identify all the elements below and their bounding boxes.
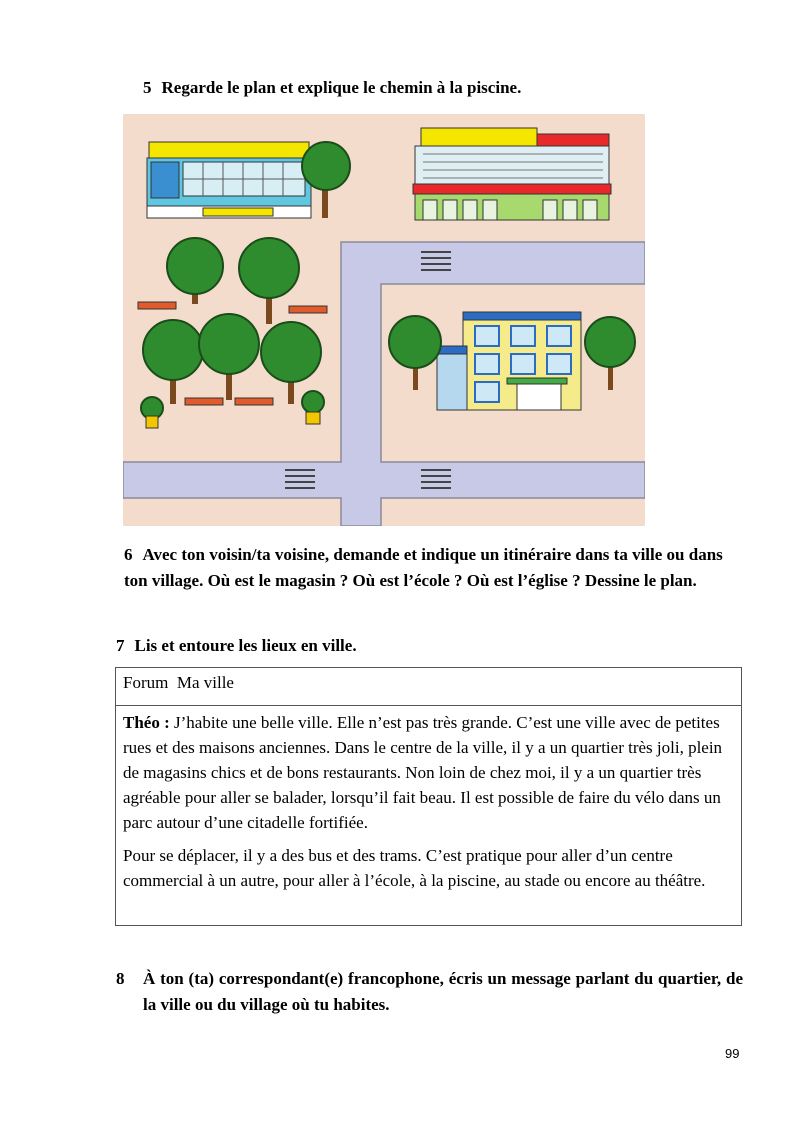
forum-paragraph-2: Pour se déplacer, il y a des bus et des trams. C’est pratique pour aller d’un centre commercial à un autre, pour aller à l’école, à la piscine, au stade ou encore au théâtre.: [123, 846, 706, 890]
forum-box: [115, 667, 742, 926]
forum-body: [116, 706, 741, 905]
exercise-7-number: 7: [116, 636, 125, 655]
exercise-6-text: Avec ton voisin/ta voisine, demande et indique un itinéraire dans ta ville ou dans ton village. Où est le magasin ? Où est l’école ? Où est l’église ? Dessine le plan.: [124, 545, 723, 590]
exercise-8-text: À ton (ta) correspondant(e) francophone, écris un message parlant du quartier, de la ville ou du village où tu habites.: [143, 969, 743, 1014]
exercise-8-number: 8: [116, 969, 125, 988]
shop-building: [413, 128, 611, 220]
exercise-6: [124, 542, 724, 594]
exercise-5: [143, 75, 521, 101]
forum-header: Forum Ma ville: [116, 668, 741, 706]
forum-author: Théo :: [123, 713, 170, 732]
forum-paragraph-1: [123, 710, 734, 835]
swimming-pool-building: [147, 142, 311, 218]
exercise-7-text: Lis et entoure les lieux en ville.: [134, 636, 357, 655]
exercise-7: [116, 633, 357, 659]
town-map-illustration: [123, 114, 645, 526]
exercise-6-number: 6: [124, 545, 133, 564]
exercise-5-text: Regarde le plan et explique le chemin à la piscine.: [161, 78, 522, 97]
exercise-5-number: 5: [143, 78, 152, 97]
forum-paragraph-1-text: J’habite une belle ville. Elle n’est pas très grande. C’est une ville avec de petites rues et des maisons anciennes. Dans le centre de la ville, il y a un quartier très joli, plein de magasins chics et de bons restaurants. Non loin de chez moi, il y a un quartier très agréable pour aller se balader, lorsqu’il fait beau. Il est possible de faire du vélo dans un parc autour d’une citadelle fortifiée.: [123, 713, 723, 832]
page-number: 99: [725, 1046, 740, 1061]
